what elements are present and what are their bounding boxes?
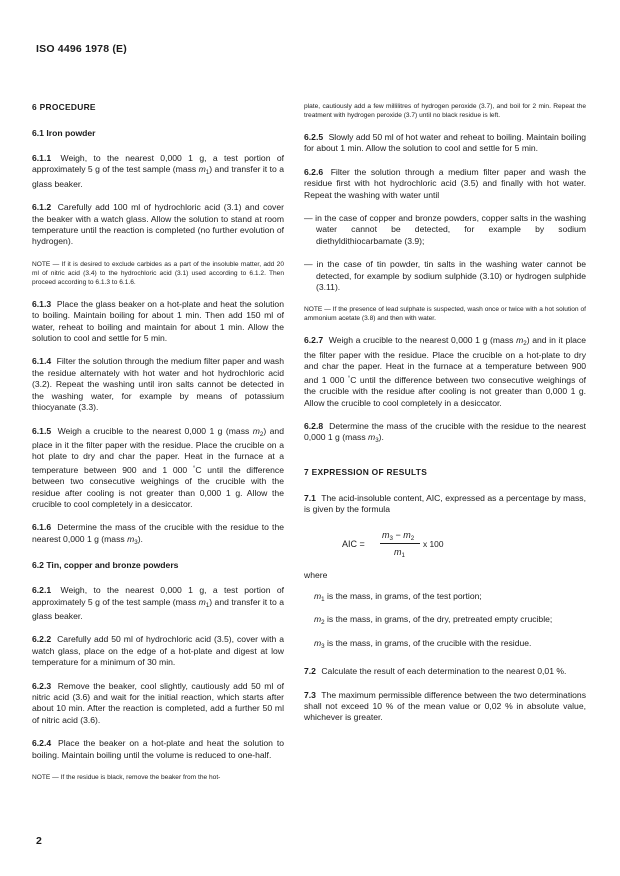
clause-number: 7.1	[304, 492, 316, 503]
definition-m1: $m_1$ is the mass, in grams, of the test portion;	[314, 590, 482, 603]
paragraph-6-1-5: 6.1.5 Weigh a crucible to the nearest 0,000 1 g (mass $m_2$) and place in it the filter paper with the residue. Place the crucible on a hot plate to dry and char the paper. Heat in the furnace at a temperature between 900 and 1 000 °C until the difference between two consecutive weighings of the crucible with the residue after cooling is not greater than 0,000 1 g. Allow the crucible to cool completely in a desiccator.	[32, 425, 284, 509]
paragraph-6-2-8: 6.2.8 Determine the mass of the crucible with the residue to the nearest 0,000 1 g (mass $m_3$).	[304, 420, 587, 445]
section-6-1-title: 6.1 Iron powder	[32, 128, 96, 138]
clause-number: 6.2.6	[304, 166, 324, 177]
note-black-residue: NOTE — If the residue is black, remove the beaker from the hot-	[32, 774, 221, 782]
clause-number: 6.2.1	[32, 585, 52, 596]
paragraph-7-1: 7.1 The acid-insoluble content, AIC, expressed as a percentage by mass, is given by the formula	[304, 492, 586, 515]
clause-number: 6.1.4	[32, 356, 52, 367]
paragraph-6-1-6: 6.1.6 Determine the mass of the crucible with the residue to the nearest 0,000 1 g (mass $m_3$).	[32, 522, 285, 546]
note-carbides: NOTE — If it is desired to exclude carbides as a part of the insoluble matter, add 20 ml of nitric acid (3.4) to the hydrochloric acid (3.1) used according to 6.1.2. Then proceed according to 6.1.3 to 6.1.6.	[32, 260, 284, 286]
definition-m2: $m_2$ is the mass, in grams, of the dry, pretreated empty crucible;	[314, 614, 553, 627]
formula-multiplier: x 100	[423, 538, 444, 549]
right-column	[304, 102, 586, 736]
clause-number: 6.2.8	[304, 420, 324, 431]
paragraph-6-1-2: 6.1.2 Carefully add 100 ml of hydrochloric acid (3.1) and cover the beaker with a watch glass. Allow the solution to stand at room temperature until the reaction is completed (no further evolution of hydrogen).	[32, 202, 284, 247]
section-6-title: 6 PROCEDURE	[32, 102, 96, 112]
fraction-bar	[380, 543, 420, 544]
paragraph-6-1-1: 6.1.1 Weigh, to the nearest 0,000 1 g, a test portion of approximately 5 g of the test sample (mass $m_1$) and transfer it to a glass beaker.	[32, 153, 285, 189]
formula-numerator: $m_3 - m_2$	[382, 529, 415, 542]
left-column	[32, 102, 284, 794]
clause-number: 6.1.1	[32, 153, 52, 163]
paragraph-6-2-1: 6.2.1 Weigh, to the nearest 0,000 1 g, a test portion of approximately 5 g of the test sample (mass $m_1$) and transfer it to a glass beaker.	[32, 585, 285, 621]
section-7-title: 7 EXPRESSION OF RESULTS	[304, 466, 428, 477]
clause-number: 6.1.6	[32, 522, 52, 533]
clause-number: 6.2.2	[32, 634, 52, 645]
where-label: where	[304, 569, 328, 580]
clause-number: 6.2.5	[304, 132, 324, 142]
clause-number: 7.3	[304, 689, 316, 700]
formula-lhs: AIC =	[342, 538, 365, 549]
clause-number: 6.2.3	[32, 680, 52, 691]
clause-number: 6.1.2	[32, 202, 52, 213]
clause-number: 7.2	[304, 666, 316, 677]
paragraph-6-1-3: 6.1.3 Place the glass beaker on a hot-plate and heat the solution to boiling. Maintain boiling for about 1 min. Then add 150 ml of water, reheat to boiling and maintain for about 1 min. Allow the solution to cool and settle for 5 min.	[32, 298, 284, 344]
paragraph-6-2-5: 6.2.5 Slowly add 50 ml of hot water and reheat to boiling. Maintain boiling for about 1 min. Allow the solution to cool and settle for 5 min.	[304, 132, 587, 154]
list-item-tin: — in the case of tin powder, tin salts in the washing water cannot be detected, for example by sodium sulphide (3.10) or hydrogen sulphide (3.11).	[304, 259, 586, 293]
clause-number: 6.1.5	[32, 425, 52, 436]
clause-number: 6.1.3	[32, 298, 52, 309]
paragraph-6-2-4: 6.2.4 Place the beaker on a hot-plate and heat the solution to boiling. Maintain boiling until the volume is reduced to one-half.	[32, 738, 284, 760]
formula-denominator: $m_1$	[394, 546, 405, 559]
aic-formula	[304, 528, 586, 562]
note-lead-sulphate: NOTE — If the presence of lead sulphate is suspected, wash once or twice with a hot solution of ammonium acetate (3.8) and then with water.	[304, 306, 586, 323]
definition-m3: $m_3$ is the mass, in grams, of the crucible with the residue.	[314, 637, 532, 650]
paragraph-6-1-4: 6.1.4 Filter the solution through the medium filter paper and wash the residue alternately with hot water and hot hydrochloric acid (3.2). Repeat the washing until iron salts cannot be detected in the washing water, for example by means of potassium thiocyanate (3.3).	[32, 356, 284, 413]
document-header: ISO 4496 1978 (E)	[36, 43, 127, 55]
section-6-2-title: 6.2 Tin, copper and bronze powders	[32, 560, 179, 571]
page-number: 2	[36, 835, 42, 847]
paragraph-6-2-3: 6.2.3 Remove the beaker, cool slightly, cautiously add 50 ml of nitric acid (3.6) and wait for the initial reaction, which starts after about 10 min. After the reaction is completed, add a further 50 ml of nitric acid (3.6).	[32, 680, 284, 725]
note-black-residue-continued: plate, cautiously add a few millilitres of hydrogen peroxide (3.7), and boil for 2 min. Repeat the treatment with hydrogen peroxide (3.7) until no black residue is left.	[304, 103, 586, 119]
clause-number: 6.2.7	[304, 335, 324, 346]
paragraph-7-2: 7.2 Calculate the result of each determination to the nearest 0,01 %.	[304, 666, 567, 677]
paragraph-6-2-7: 6.2.7 Weigh a crucible to the nearest 0,000 1 g (mass $m_2$) and in it place the filter paper with the residue. Place the crucible on a hot-plate to dry and char the paper. Heat in the furnace at a temperature between 900 and 1 000 °C until the difference between two consecutive weighings of the crucible with the residue after cooling is not greater than 0,000 1 g. Allow the crucible to cool completely in a desiccator.	[304, 335, 586, 408]
clause-number: 6.2.4	[32, 738, 52, 749]
paragraph-7-3: 7.3 The maximum permissible difference between the two determinations shall not exceed 10 % of the mean value or 0,02 % in absolute value, whichever is greater.	[304, 689, 586, 723]
paragraph-6-2-2: 6.2.2 Carefully add 50 ml of hydrochloric acid (3.5), cover with a watch glass, place on the edge of a hot-plate and digest at low temperature for a minimum of 30 min.	[32, 634, 284, 668]
list-item-copper-bronze: — in the case of copper and bronze powders, copper salts in the washing water cannot be detected, for example by sodium diethyldithiocarbamate (3.9);	[304, 213, 586, 246]
paragraph-6-2-6: 6.2.6 Filter the solution through a medium filter paper and wash the residue first with hot hydrochloric acid (3.5) and finally with hot water. Repeat the washing with water until	[304, 166, 586, 200]
